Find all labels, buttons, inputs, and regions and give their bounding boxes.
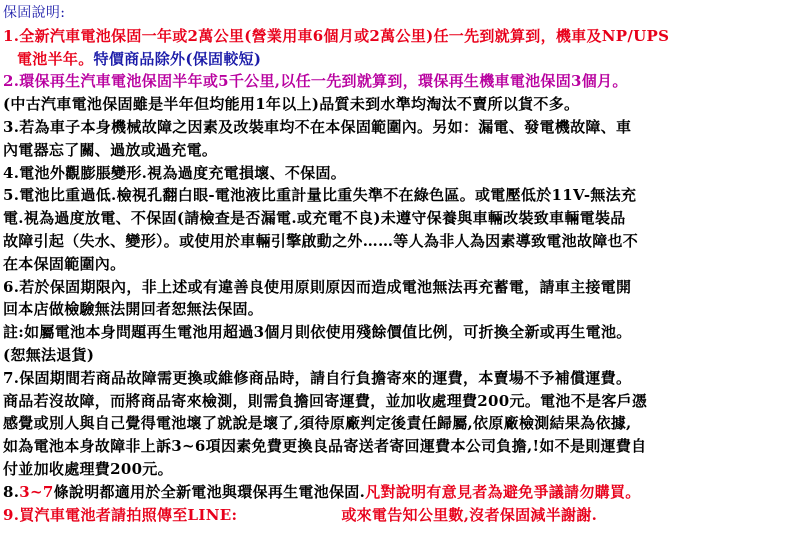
warranty-line: (中古汽車電池保固雖是半年但均能用1年以上)品質未到水準均淘汰不賣所以貨不多。 [3,95,580,114]
warranty-text: 9.買汽車電池者請拍照傳至LINE: [3,505,238,524]
warranty-text: 8. [3,482,20,501]
warranty-line: 7.保固期間若商品故障需更換或維修商品時，請自行負擔寄來的運費，本賣場不予補償運費。 [3,368,632,387]
warranty-line: 在本保固範圍內。 [3,254,126,273]
warranty-line: 如為電池本身故障非上訴3~6項因素免費更換良品寄送者寄回運費本公司負擔,!如不是則運費自 [3,437,647,456]
warranty-text: 或來電告知公里數,沒者保固減半謝謝. [341,505,598,524]
warranty-text: 3~7 [19,482,54,501]
warranty-line: 故障引起（失水、變形）。或使用於車輛引擎啟動之外……等人為非人為因素導致電池故障也不 [3,231,639,250]
warranty-line: 電.視為過度放電、不保固(請檢查是否漏電.或充電不良)未遵守保養與車輛改裝致車輛電裝品 [3,209,626,228]
warranty-text: 特價商品除外(保固較短) [93,49,262,68]
warranty-line: 3.若為車子本身機械故障之因素及改裝車均不在本保固範圍內。另如：漏電、發電機故障、車 [3,117,632,136]
warranty-line: 商品若沒故障，而將商品寄來檢測，則需負擔回寄運費，並加收處理費200元。電池不是客戶憑 [3,391,648,410]
warranty-line: 1.全新汽車電池保固一年或2萬公里(營業用車6個月或2萬公里)任一先到就算到，機車及NP/UPS [3,26,670,45]
warranty-line: 6.若於保固期限內，非上述或有違善良使用原則原因而造成電池無法再充蓄電，請車主接電開 [3,277,632,296]
warranty-line: 付並加收處理費200元。 [3,459,173,478]
warranty-line [3,504,800,527]
warranty-line: 感覺或別人與自己覺得電池壞了就說是壞了,須待原廠判定後責任歸屬,依原廠檢測結果為依據, [3,414,632,433]
warranty-line [3,48,800,71]
warranty-line: 回本店做檢驗無法開回者恕無法保固。 [3,300,264,319]
warranty-text: 電池半年。 [17,49,94,68]
warranty-line [3,481,800,504]
warranty-text: 條說明都適用於全新電池與環保再生電池保固. [53,482,366,501]
warranty-title: 保固說明: [3,5,66,21]
warranty-line: 註:如屬電池本身問題再生電池用超過3個月則依使用殘餘價值比例，可折換全新或再生電池。 [3,323,632,342]
warranty-text: 凡對說明有意見者為避免爭議請勿購買。 [365,482,641,501]
warranty-line: 5.電池比重過低.檢視孔翻白眼-電池液比重計量比重失準不在綠色區。或電壓低於11V-無法充 [3,186,637,205]
warranty-line: 內電器忘了關、過放或過充電。 [3,140,218,159]
warranty-line: 2.環保再生汽車電池保固半年或5千公里,以任一先到就算到，環保再生機車電池保固3個月。 [3,72,628,91]
warranty-line: (恕無法退貨) [3,345,95,364]
warranty-line: 4.電池外觀膨脹變形.視為過度充電損壞、不保固。 [3,163,347,182]
